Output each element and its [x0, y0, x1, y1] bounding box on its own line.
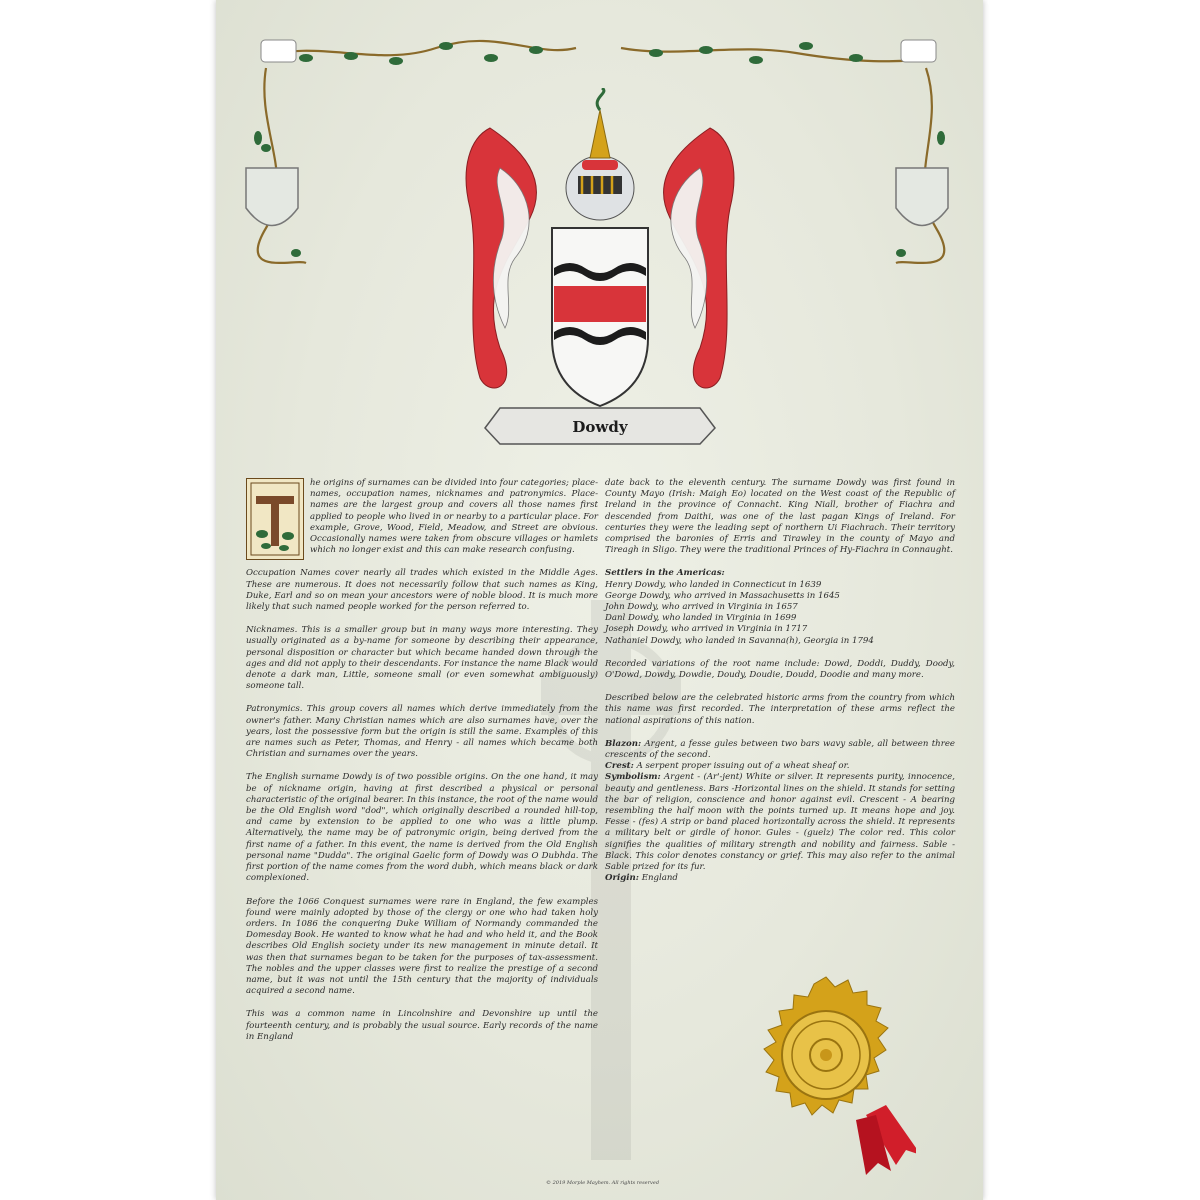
- wheat-sheaf-icon: [590, 88, 610, 158]
- paragraph-occupation-names: Occupation Names cover nearly all trades which existed in the Middle Ages. These are numerous. It does not necessarily follow that such names as King, Duke, Earl and so on mean your ancestors were of noble blood. It is much more likely that such named people worked for the person referred to.: [246, 568, 598, 613]
- paragraph-intro: he origins of surnames can be divided into four categories; place-names, occupation names, nicknames and patronymics. Place-names are the largest group and covers all those names first applied to people who lived in or nearby to a particular place. For example, Grove, Wood, Field, Meadow, and Street are obvious. Occasionally names were taken from obscure villages or hamlets which no longer exist and this can make research confusing.: [310, 478, 598, 556]
- history-left-column: [246, 478, 598, 1055]
- settler-item: George Dowdy, who arrived in Massachusetts in 1645: [605, 590, 840, 601]
- surname-banner: Dowdy: [572, 418, 628, 436]
- shield: [552, 228, 648, 406]
- origin-text: England: [641, 873, 678, 884]
- illuminated-initial-t: [246, 478, 304, 560]
- crest-line: [605, 761, 955, 772]
- paragraph-lincolnshire: This was a common name in Lincolnshire and Devonshire up until the fourteenth century, and is probably the usual source. Early records of the name in England: [246, 1009, 598, 1042]
- certificate: [216, 0, 983, 1200]
- helmet-icon: [566, 156, 634, 220]
- coat-of-arms: [460, 88, 740, 460]
- origin-label: Origin:: [605, 873, 639, 884]
- blazon-line: [605, 739, 955, 761]
- crest-label: Crest:: [605, 761, 634, 772]
- paragraph-domesday: Before the 1066 Conquest surnames were rare in England, the few examples found were mainly adopted by those of the clergy or one who had taken holy orders. In 1086 the conquering Duke William of Normandy commanded the Domesday Book. He wanted to know what he had and who held it, and the Book describes Old English society under its new management in minute detail. It was then that surnames began to be taken for the purposes of tax-assessment. The nobles and the upper classes were first to realize the prestige of a second name, but it was not until the 15th century that the majority of individuals acquired a second name.: [246, 896, 598, 997]
- symbolism-line: [605, 772, 955, 873]
- settlers-list: [605, 568, 955, 646]
- paragraph-arms-intro: Described below are the celebrated historic arms from the country from which this name was first recorded. The interpretation of these arms reflect the national aspirations of this nation.: [605, 693, 955, 726]
- symbolism-text: Argent - (Ar'-jent) White or silver. It represents purity, innocence, beauty and gentleness. Bars -Horizontal lines on the shield. It stands for setting the bar of religion, conscience and honor against evil. Crescent - A bearing resembling the half moon with the points turned up. It means hope and joy. Fesse - (fes) A strip or band placed horizontally across the shield. It represents a military belt or girdle of honor. Gules - (guelz) The color red. This color signifies the qualities of military strength and nobility and fairness. Sable - Black. This color denotes constancy or grief. This may also refer to the animal Sable prized for its fur.: [605, 772, 956, 873]
- settler-item: Danl Dowdy, who landed in Virginia in 1699: [605, 613, 797, 624]
- copyright-notice: © 2019 Morple Mayhem. All rights reserved: [546, 1180, 660, 1186]
- paragraph-patronymics: Patronymics. This group covers all names which derive immediately from the owner's father. Many Christian names which are also surnames have, over the years, lost the possessive form but the origin is still the same. Examples of this are names such as Peter, Thomas, and Henry - all names which became both Christian and surnames over the years.: [246, 704, 598, 760]
- gold-seal-icon: [746, 975, 916, 1175]
- blazon-label: Blazon:: [605, 738, 642, 749]
- blazon-text: Argent, a fesse gules between two bars wavy sable, all between three crescents of the second.: [605, 738, 955, 761]
- paragraph-surname-origin: The English surname Dowdy is of two possible origins. On the one hand, it may be of nickname origin, having at first described a physical or personal characteristic of the original bearer. In this instance, the root of the name would be the Old English word "dod", which originally described a rounded hill-top, and came by extension to be applied to one who was a little plump. Alternatively, the name may be of patronymic origin, being derived from the first name of a father. In this event, the name is derived from the Old English personal name "Dudda". The original Gaelic form of Dowdy was O Dubhda. The first portion of the name comes from the word dubh, which means black or dark complexioned.: [246, 772, 598, 884]
- settlers-heading: Settlers in the Americas:: [605, 568, 725, 579]
- paragraph-county-mayo: date back to the eleventh century. The surname Dowdy was first found in County Mayo (Irish: Maigh Eo) located on the West coast of the Republic of Ireland in the province of Connacht. King Niall, brother of Fiachra and descended from Daithi, was one of the last pagan Kings of Ireland. For centuries they were the leading sept of northern Ui Fiachrach. Their territory comprised the baronies of Erris and Tirawley in the county of Mayo and Tireagh in Sligo. They were the traditional Princes of Hy-Fiachra in Connaught.: [605, 478, 955, 556]
- paragraph-nicknames: Nicknames. This is a smaller group but in many ways more interesting. They usually originated as a by-name for someone by describing their appearance, personal disposition or character but which became handed down through the ages and did not apply to their descendants. For instance the name Black would denote a dark man, Little, someone small (or even somewhat ambiguously) someone tall.: [246, 625, 598, 692]
- history-right-column: [605, 478, 955, 885]
- settler-item: Henry Dowdy, who landed in Connecticut in 1639: [605, 579, 822, 590]
- origin-line: [605, 873, 955, 884]
- settler-item: John Dowdy, who arrived in Virginia in 1657: [605, 602, 798, 613]
- symbolism-label: Symbolism:: [605, 772, 661, 783]
- settler-item: Joseph Dowdy, who arrived in Virginia in 1717: [605, 624, 808, 635]
- settler-item: Nathaniel Dowdy, who landed in Savanna(h), Georgia in 1794: [605, 635, 874, 646]
- crest-text: A serpent proper issuing out of a wheat sheaf or.: [636, 761, 850, 772]
- paragraph-variations: Recorded variations of the root name include: Dowd, Doddi, Duddy, Doody, O'Dowd, Dowdy, Dowdie, Doudy, Doudie, Doudd, Doodie and many more.: [605, 658, 955, 681]
